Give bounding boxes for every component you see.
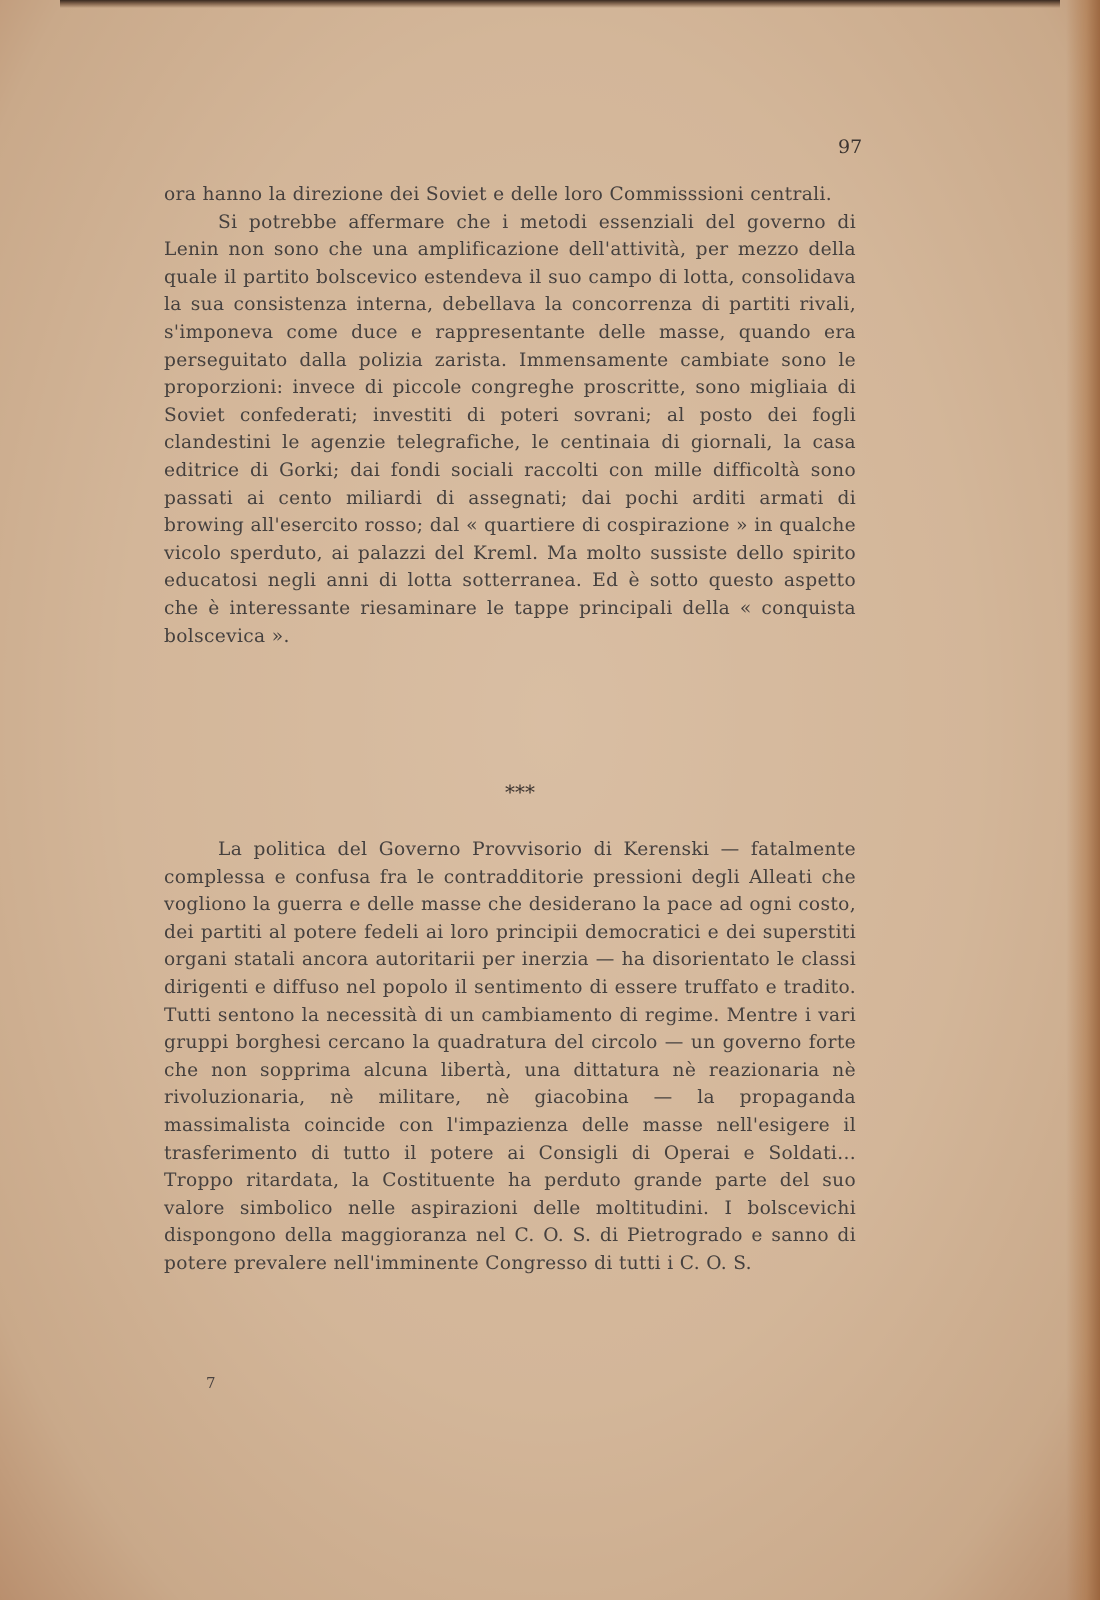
page-number: 97: [838, 136, 863, 158]
page-right-edge: [1066, 0, 1100, 1600]
section-separator-asterism: ***: [505, 780, 535, 804]
signature-mark: 7: [206, 1374, 216, 1392]
paragraph-continuation: ora hanno la direzione dei Soviet e delle loro Commisssioni centrali.: [164, 184, 833, 205]
paragraph-lenin-methods: Si potrebbe affermare che i metodi essenziali del governo di Lenin non sono che una amplificazione dell'attività, per mezzo della quale il partito bolscevico estendeva il suo campo di lotta, consolidava la sua consistenza interna, debellava la concorrenza di partiti rivali, s'imponeva come duce e rappresentante delle masse, quando era perseguitato dalla polizia zarista. Immensamente cambiate sono le proporzioni: invece di piccole congreghe proscritte, sono migliaia di Soviet confederati; investiti di poteri sovrani; al posto dei fogli clandestini le agenzie telegrafiche, le centinaia di giornali, la casa editrice di Gorki; dai fondi sociali raccolti con mille difficoltà sono passati ai cento miliardi di assegnati; dai pochi arditi armati di browing all'esercito rosso; dal « quartiere di cospirazione » in qualche vicolo sperduto, ai palazzi del Kreml. Ma molto sussiste dello spirito educatosi negli anni di lotta sotterranea. Ed è sotto questo aspetto che è interessante riesaminare le tappe principali della « conquista bolscevica ».: [164, 211, 856, 647]
paragraph-kerenski-politics: La politica del Governo Provvisorio di Kerenski — fatalmente complessa e confusa fra le contradditorie pressioni degli Alleati che vogliono la guerra e delle masse che desiderano la pace ad ogni costo, dei partiti al potere fedeli ai loro principii democratici e dei superstiti organi statali ancora autoritarii per inerzia — ha disorientato le classi dirigenti e diffuso nel popolo il sentimento di essere truffato e tradito. Tutti sentono la necessità di un cambiamento di regime. Mentre i vari gruppi borghesi cercano la quadratura del circolo — un governo forte che non sopprima alcuna libertà, una dittatura nè reazionaria nè rivoluzionaria, nè militare, nè giacobina — la propaganda massimalista coincide con l'impazienza delle masse nell'esigere il trasferimento di tutto il potere ai Consigli di Operai e Soldati... Troppo ritardata, la Costituente ha perduto grande parte del suo valore simbolico nelle aspirazioni delle moltitudini. I bolscevichi dispongono della maggioranza nel C. O. S. di Pietrogrado e sanno di potere prevalere nell'imminente Congresso di tutti i C. O. S.: [164, 839, 856, 1274]
page-top-edge: [60, 0, 1060, 8]
text-block-bottom: [164, 836, 856, 1278]
text-block-top: [164, 181, 856, 650]
